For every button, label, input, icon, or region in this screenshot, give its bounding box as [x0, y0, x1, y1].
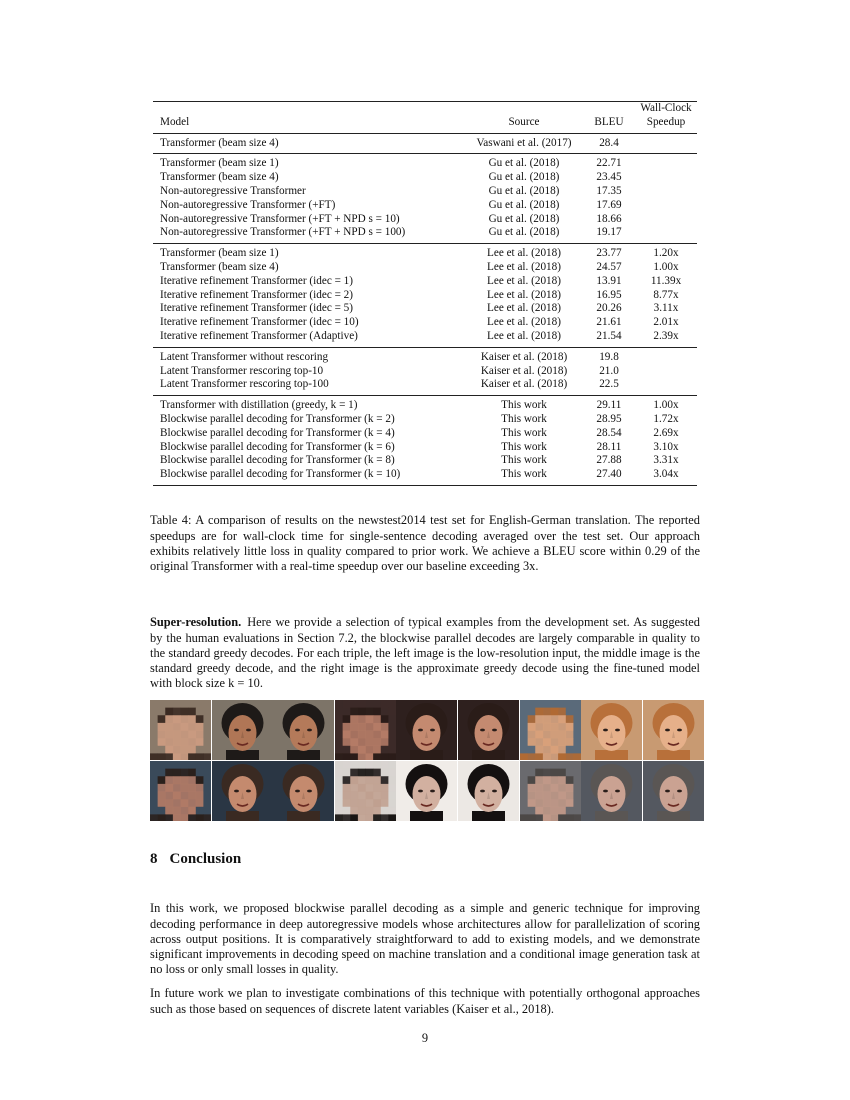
face-thumbnail	[396, 700, 457, 760]
cell-source: Kaiser et al. (2018)	[480, 364, 568, 377]
cell-speedup: 8.77x	[653, 288, 679, 301]
table-group	[153, 154, 697, 244]
cell-bleu: 28.11	[596, 440, 622, 453]
cell-model: Transformer with distillation (greedy, k = 1)	[160, 399, 358, 412]
face-image-greedy	[396, 700, 457, 760]
face-image-blockwise	[458, 700, 519, 760]
cell-bleu: 28.4	[599, 136, 619, 149]
cell-speedup	[635, 213, 697, 227]
cell-bleu: 18.66	[596, 212, 622, 225]
page-number: 9	[421, 1031, 429, 1045]
section-heading	[150, 851, 241, 868]
face-thumbnail	[458, 761, 519, 821]
cell-model: Non-autoregressive Transformer (+FT + NPD s = 100)	[160, 226, 406, 239]
face-thumbnail	[458, 700, 519, 760]
cell-bleu: 16.95	[596, 288, 622, 301]
cell-source: Gu et al. (2018)	[488, 184, 560, 197]
face-image-low-res	[335, 700, 396, 760]
cell-model: Transformer (beam size 4)	[160, 171, 279, 184]
table-row	[153, 316, 697, 330]
cell-source: Lee et al. (2018)	[487, 247, 561, 260]
cell-speedup	[635, 226, 697, 243]
cell-speedup: 3.11x	[653, 302, 679, 315]
table-group	[153, 347, 697, 395]
face-thumbnail	[520, 761, 581, 821]
table-row	[153, 441, 697, 455]
cell-bleu: 20.26	[596, 302, 622, 315]
conclusion-paragraph-2: In future work we plan to investigate combinations of this technique with potentially orthogonal approaches such as those based on sequences of discrete latent variables (Kaiser et al., 2018).	[150, 986, 700, 1016]
face-image-blockwise	[643, 700, 704, 760]
table-row	[153, 185, 697, 199]
face-thumbnail	[396, 761, 457, 821]
face-image-greedy	[212, 700, 273, 760]
header-speedup-line2: Speedup	[646, 115, 686, 128]
cell-source: Gu et al. (2018)	[488, 157, 560, 170]
cell-bleu: 19.17	[596, 226, 622, 239]
cell-speedup: 3.10x	[653, 440, 679, 453]
cell-bleu: 28.95	[596, 412, 622, 425]
face-image-blockwise	[458, 761, 519, 821]
cell-source: Lee et al. (2018)	[487, 288, 561, 301]
cell-model: Iterative refinement Transformer (idec = 1)	[160, 274, 354, 287]
face-thumbnail	[273, 761, 334, 821]
header-speedup	[635, 102, 697, 134]
cell-model: Iterative refinement Transformer (idec = 5)	[160, 302, 354, 315]
table-row	[153, 133, 697, 154]
cell-model: Non-autoregressive Transformer (+FT)	[160, 198, 336, 211]
cell-bleu: 22.5	[599, 378, 619, 391]
face-thumbnail	[581, 700, 642, 760]
table-group	[153, 396, 697, 486]
cell-bleu: 27.40	[596, 468, 622, 481]
cell-model: Blockwise parallel decoding for Transformer (k = 2)	[160, 412, 395, 425]
cell-bleu: 27.88	[596, 454, 622, 467]
cell-speedup	[635, 365, 697, 379]
section-number: 8	[150, 851, 158, 867]
cell-model: Blockwise parallel decoding for Transformer (k = 4)	[160, 426, 395, 439]
face-thumbnail	[273, 700, 334, 760]
cell-speedup	[635, 378, 697, 395]
table-row	[153, 454, 697, 468]
table-row	[153, 365, 697, 379]
cell-model: Transformer (beam size 1)	[160, 157, 279, 170]
cell-bleu: 24.57	[596, 260, 622, 273]
cell-speedup	[635, 199, 697, 213]
table-group	[153, 244, 697, 348]
cell-bleu: 28.54	[596, 426, 622, 439]
table-row	[153, 396, 697, 413]
cell-bleu: 13.91	[596, 274, 622, 287]
cell-source: Kaiser et al. (2018)	[480, 378, 568, 391]
header-speedup-line1: Wall-Clock	[640, 102, 692, 114]
cell-source: Lee et al. (2018)	[487, 260, 561, 273]
cell-speedup: 11.39x	[650, 274, 682, 287]
table-row	[153, 171, 697, 185]
face-thumbnail	[150, 761, 211, 821]
table-row	[153, 427, 697, 441]
face-image-greedy	[212, 761, 273, 821]
face-thumbnail	[150, 700, 211, 760]
cell-speedup	[635, 133, 697, 154]
table-row	[153, 378, 697, 395]
cell-source: Lee et al. (2018)	[487, 274, 561, 287]
table-row	[153, 154, 697, 171]
cell-source: Kaiser et al. (2018)	[480, 350, 568, 363]
cell-speedup: 1.00x	[653, 399, 679, 412]
face-thumbnail	[335, 700, 396, 760]
cell-source: Lee et al. (2018)	[487, 316, 561, 329]
face-image-greedy	[581, 761, 642, 821]
cell-model: Latent Transformer without rescoring	[160, 350, 329, 363]
face-image-greedy	[396, 761, 457, 821]
cell-model: Blockwise parallel decoding for Transformer (k = 10)	[160, 468, 401, 481]
cell-source: Lee et al. (2018)	[487, 302, 561, 315]
cell-source: This work	[501, 440, 547, 453]
face-image-low-res	[520, 700, 581, 760]
cell-bleu: 19.8	[599, 350, 619, 363]
face-thumbnail	[212, 761, 273, 821]
face-thumbnail	[643, 761, 704, 821]
cell-model: Blockwise parallel decoding for Transformer (k = 8)	[160, 454, 395, 467]
super-resolution-heading: Super-resolution.	[150, 615, 242, 630]
header-model: Model	[160, 115, 190, 128]
cell-speedup: 1.20x	[653, 247, 679, 260]
face-image-low-res	[335, 761, 396, 821]
cell-bleu: 21.0	[599, 364, 619, 377]
face-image-blockwise	[273, 761, 334, 821]
cell-source: This work	[501, 426, 547, 439]
cell-model: Transformer (beam size 4)	[160, 136, 279, 149]
cell-model: Non-autoregressive Transformer	[160, 184, 306, 197]
face-thumbnail	[520, 700, 581, 760]
cell-speedup	[635, 347, 697, 364]
header-bleu: BLEU	[594, 115, 624, 128]
cell-model: Non-autoregressive Transformer (+FT + NPD s = 10)	[160, 212, 400, 225]
cell-bleu: 23.45	[596, 171, 622, 184]
face-thumbnail	[581, 761, 642, 821]
cell-source: Gu et al. (2018)	[488, 171, 560, 184]
table-row	[153, 275, 697, 289]
cell-source: This work	[501, 399, 547, 412]
table-row	[153, 347, 697, 364]
cell-source: Gu et al. (2018)	[488, 212, 560, 225]
cell-speedup: 3.04x	[653, 468, 679, 481]
face-image-blockwise	[643, 761, 704, 821]
table-group	[153, 133, 697, 154]
cell-bleu: 17.69	[596, 198, 622, 211]
table-row	[153, 261, 697, 275]
cell-bleu: 22.71	[596, 157, 622, 170]
table-row	[153, 244, 697, 261]
face-image-low-res	[150, 761, 211, 821]
section-title: Conclusion	[169, 851, 242, 867]
table-row	[153, 468, 697, 485]
cell-model: Blockwise parallel decoding for Transformer (k = 6)	[160, 440, 395, 453]
cell-model: Latent Transformer rescoring top-10	[160, 364, 324, 377]
cell-model: Latent Transformer rescoring top-100	[160, 378, 329, 391]
table-row	[153, 302, 697, 316]
cell-model: Iterative refinement Transformer (idec = 2)	[160, 288, 354, 301]
table-row	[153, 199, 697, 213]
table-row	[153, 289, 697, 303]
cell-source: This work	[501, 468, 547, 481]
table-row	[153, 226, 697, 243]
cell-source: This work	[501, 454, 547, 467]
super-resolution-paragraph	[150, 615, 700, 691]
table-header-row	[153, 102, 697, 134]
cell-model: Transformer (beam size 4)	[160, 260, 279, 273]
cell-source: Vaswani et al. (2017)	[476, 136, 572, 149]
cell-speedup: 2.39x	[653, 329, 679, 342]
cell-source: Gu et al. (2018)	[488, 226, 560, 239]
face-image-low-res	[150, 700, 211, 760]
cell-source: Gu et al. (2018)	[488, 198, 560, 211]
face-image-blockwise	[273, 700, 334, 760]
cell-model: Iterative refinement Transformer (Adaptive)	[160, 329, 358, 342]
cell-bleu: 21.54	[596, 329, 622, 342]
cell-source: This work	[501, 412, 547, 425]
header-source: Source	[508, 115, 540, 128]
cell-speedup	[635, 154, 697, 171]
face-thumbnail	[643, 700, 704, 760]
face-thumbnail	[335, 761, 396, 821]
table-caption: Table 4: A comparison of results on the newstest2014 test set for English-German translation. The reported speedups are for wall-clock time for single-sentence decoding averaged over the test set. Our approach exhibits relatively little loss in quality compared to prior work. We achieve a BLEU score within 0.29 of the original Transformer with a real-time speedup over our baseline exceeding 3x.	[150, 513, 700, 573]
face-image-greedy	[581, 700, 642, 760]
table-row	[153, 213, 697, 227]
cell-speedup: 1.00x	[653, 260, 679, 273]
super-resolution-image-grid	[150, 700, 700, 821]
face-thumbnail	[212, 700, 273, 760]
cell-speedup: 1.72x	[653, 412, 679, 425]
cell-bleu: 23.77	[596, 247, 622, 260]
cell-speedup: 2.01x	[653, 316, 679, 329]
cell-speedup: 2.69x	[653, 426, 679, 439]
conclusion-paragraph-1: In this work, we proposed blockwise parallel decoding as a simple and generic technique for improving decoding performance in deep autoregressive models whose architectures allow for parallelization of scoring across output positions. It is comparatively straightforward to add to existing models, and we demonstrate significant improvements in decoding speed on machine translation and a conditional image generation task at no loss or only small losses in quality.	[150, 901, 700, 977]
cell-bleu: 17.35	[596, 184, 622, 197]
cell-speedup	[635, 171, 697, 185]
cell-model: Transformer (beam size 1)	[160, 247, 279, 260]
cell-bleu: 21.61	[596, 316, 622, 329]
cell-source: Lee et al. (2018)	[487, 329, 561, 342]
table-row	[153, 330, 697, 347]
cell-speedup: 3.31x	[653, 454, 679, 467]
face-image-low-res	[520, 761, 581, 821]
cell-model: Iterative refinement Transformer (idec = 10)	[160, 316, 359, 329]
super-resolution-text: Here we provide a selection of typical examples from the development set. As suggested by the human evaluations in Section 7.2, the blockwise parallel decodes are largely comparable in quality to the standard greedy decodes. For each triple, the left image is the low-resolution input, the middle image is the standard greedy decode, and the right image is the approximate greedy decode using the fine-tuned model with block size k = 10.	[150, 615, 700, 691]
cell-bleu: 29.11	[596, 399, 622, 412]
results-table	[153, 101, 697, 486]
cell-speedup	[635, 185, 697, 199]
table-row	[153, 413, 697, 427]
